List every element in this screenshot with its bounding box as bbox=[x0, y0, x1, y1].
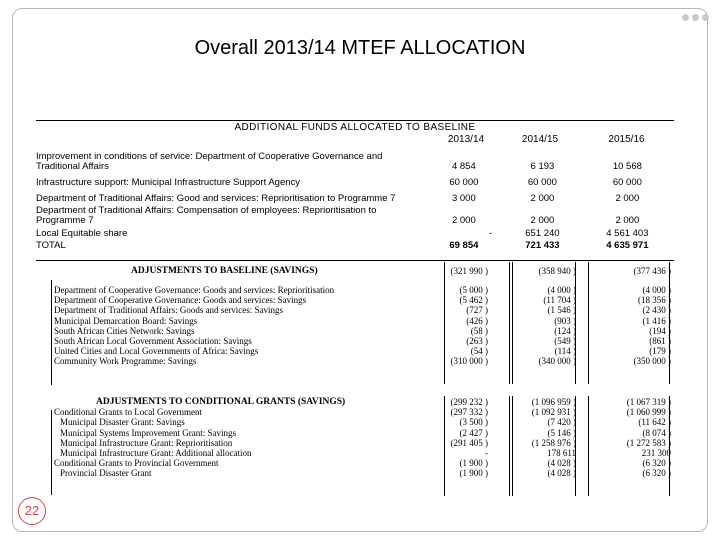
row-label: Municipal Infrastructure Grant: Additional allocation bbox=[60, 447, 252, 458]
cell-value: 2 000 bbox=[530, 215, 555, 226]
cell-value: (7 420 ) bbox=[547, 417, 576, 428]
table-row bbox=[36, 438, 674, 448]
row-label: Department of Cooperative Governance: Goods and services: Savings bbox=[54, 295, 307, 306]
cell-value: (299 232 ) bbox=[450, 397, 488, 407]
table-row bbox=[36, 428, 674, 438]
section-header bbox=[36, 264, 674, 278]
row-label: Community Work Programme: Savings bbox=[54, 356, 197, 367]
cell-value: (4 000 ) bbox=[642, 285, 671, 295]
cell-value: (861 ) bbox=[649, 335, 671, 346]
table-row bbox=[36, 458, 674, 468]
additional-funds-table bbox=[36, 145, 674, 251]
cell-value: (5 146 ) bbox=[547, 427, 576, 438]
row-label: Conditional Grants to Provincial Government bbox=[54, 458, 219, 469]
cell-value: (549 ) bbox=[554, 335, 576, 346]
cell-value: (6 320 ) bbox=[642, 468, 671, 479]
row-label: United Cities and Local Governments of Africa: Savings bbox=[54, 346, 259, 357]
cell-value: (1 900 ) bbox=[459, 468, 488, 479]
cell-value: (2 427 ) bbox=[459, 427, 488, 438]
cell-value: 721 433 bbox=[525, 240, 560, 251]
cell-value: (1 546 ) bbox=[547, 305, 576, 316]
cell-value: 4 635 971 bbox=[606, 240, 649, 251]
cell-value: (114 ) bbox=[554, 346, 576, 357]
row-label: Municipal Disaster Grant: Savings bbox=[60, 417, 185, 428]
table-row bbox=[36, 305, 674, 315]
cell-value: 231 300 bbox=[641, 447, 671, 458]
table-row bbox=[36, 417, 674, 427]
baseline-header: ADJUSTMENTS TO BASELINE (SAVINGS) bbox=[131, 266, 318, 276]
cell-value: 2 000 bbox=[615, 215, 640, 226]
section-rule bbox=[36, 120, 674, 121]
table-row bbox=[36, 172, 674, 188]
table-row bbox=[36, 448, 674, 458]
cell-value: (1 096 959 ) bbox=[531, 397, 576, 407]
cell-value: (1 272 583 ) bbox=[626, 437, 671, 448]
table-row bbox=[36, 336, 674, 346]
total-rule bbox=[36, 260, 674, 261]
cell-value: - bbox=[488, 228, 493, 239]
corner-dot bbox=[682, 14, 689, 21]
conditional-grants-adjustments bbox=[36, 397, 674, 479]
cell-value: (11 704 ) bbox=[543, 295, 576, 306]
row-label: Municipal Systems Improvement Grant: Savings bbox=[60, 427, 236, 438]
cell-value: 60 000 bbox=[527, 177, 557, 188]
table-row bbox=[36, 188, 674, 204]
row-label: Department of Traditional Affairs: Compensation of employees: Reprioritisation to Programme 7 bbox=[36, 205, 377, 226]
cell-value: 60 000 bbox=[449, 177, 479, 188]
row-label: Local Equitable share bbox=[36, 228, 128, 239]
cell-value: (2 430 ) bbox=[642, 305, 671, 316]
cell-value: (8 074 ) bbox=[642, 427, 671, 438]
cell-value: 6 193 bbox=[530, 161, 555, 172]
page-number: 22 bbox=[18, 497, 46, 525]
cell-value: (4 028 ) bbox=[547, 468, 576, 479]
table-row bbox=[36, 295, 674, 305]
cell-value: (426 ) bbox=[466, 315, 488, 326]
row-label: South African Local Government Association: Savings bbox=[54, 335, 252, 346]
cell-value: (1 258 976 ) bbox=[531, 437, 576, 448]
cell-value: (377 436 ) bbox=[633, 266, 671, 276]
cell-value: 60 000 bbox=[612, 177, 642, 188]
cell-value: 178 611 bbox=[547, 447, 576, 458]
cell-value: 69 854 bbox=[449, 240, 479, 251]
year-header: 2013/14 bbox=[447, 134, 485, 145]
cell-value: (1 067 319 ) bbox=[626, 397, 671, 407]
row-label: Department of Traditional Affairs: Good and services: Reprioritisation to Programme 7 bbox=[36, 193, 396, 204]
cell-value: (1 092 931 ) bbox=[531, 407, 576, 418]
row-label: Department of Traditional Affairs: Goods and services: Savings bbox=[54, 305, 284, 316]
cell-value: (18 356 ) bbox=[638, 295, 671, 306]
table-row bbox=[36, 145, 674, 172]
baseline-adjustments bbox=[36, 264, 674, 367]
cell-value: (4 000 ) bbox=[547, 285, 576, 295]
table-row bbox=[36, 316, 674, 326]
cell-value: (5 462 ) bbox=[459, 295, 488, 306]
cell-value: (3 500 ) bbox=[459, 417, 488, 428]
additional-header: ADDITIONAL FUNDS ALLOCATED TO BASELINE bbox=[234, 122, 476, 133]
cell-value: 2 000 bbox=[451, 215, 476, 226]
cell-value: (1 900 ) bbox=[459, 458, 488, 469]
section-header bbox=[36, 397, 674, 407]
cell-value: 10 568 bbox=[612, 161, 642, 172]
row-label: Infrastructure support: Municipal Infrastructure Support Agency bbox=[36, 177, 301, 188]
row-label: Department of Cooperative Governance: Goods and services: Reprioritisation bbox=[54, 285, 335, 295]
table-row bbox=[36, 468, 674, 478]
year-header: 2015/16 bbox=[608, 134, 645, 145]
cell-value: (11 642 ) bbox=[638, 417, 671, 428]
cell-value: (291 405 ) bbox=[450, 437, 488, 448]
cell-value: (58 ) bbox=[470, 325, 488, 336]
cell-value: (4 028 ) bbox=[547, 458, 576, 469]
cell-value: (321 990 ) bbox=[450, 266, 488, 276]
cell-value: (340 000 ) bbox=[538, 356, 576, 367]
table-row bbox=[36, 356, 674, 366]
table-row bbox=[36, 204, 674, 226]
cell-value: (727 ) bbox=[466, 305, 488, 316]
table-row bbox=[36, 407, 674, 417]
cell-value: (1 060 999 ) bbox=[626, 407, 671, 418]
row-label: Municipal Infrastructure Grant: Reprioritisation bbox=[60, 437, 233, 448]
row-label: Conditional Grants to Local Government bbox=[54, 407, 202, 418]
cell-value: 3 000 bbox=[451, 193, 476, 204]
table-row bbox=[36, 326, 674, 336]
table-row bbox=[36, 226, 674, 239]
cell-value: (350 000 ) bbox=[633, 356, 671, 367]
cell-value: (358 940 ) bbox=[538, 266, 576, 276]
cell-value: (194 ) bbox=[649, 325, 671, 336]
cell-value: (310 000 ) bbox=[450, 356, 488, 367]
cell-value: (5 000 ) bbox=[459, 285, 488, 295]
cell-value: 651 240 bbox=[525, 228, 560, 239]
cell-value: (124 ) bbox=[554, 325, 576, 336]
table-row bbox=[36, 285, 674, 295]
row-label: Municipal Demarcation Board: Savings bbox=[54, 315, 198, 326]
cell-value: (1 416 ) bbox=[642, 315, 671, 326]
row-label: Improvement in conditions of service: Department of Cooperative Governance and Traditional Affairs bbox=[36, 151, 383, 172]
grants-header: ADJUSTMENTS TO CONDITIONAL GRANTS (SAVINGS) bbox=[96, 397, 346, 407]
row-label: TOTAL bbox=[36, 240, 66, 251]
corner-dot bbox=[702, 14, 709, 21]
corner-dot bbox=[692, 14, 699, 21]
cell-value: 4 561 403 bbox=[606, 228, 649, 239]
row-label: South African Cities Network: Savings bbox=[54, 325, 195, 336]
cell-value: 2 000 bbox=[530, 193, 555, 204]
cell-value: - bbox=[485, 447, 488, 458]
cell-value: (6 320 ) bbox=[642, 458, 671, 469]
cell-value: 2 000 bbox=[615, 193, 640, 204]
cell-value: (297 332 ) bbox=[450, 407, 488, 418]
slide-title: Overall 2013/14 MTEF ALLOCATION bbox=[194, 37, 526, 59]
cell-value: (179 ) bbox=[649, 346, 671, 357]
table-row-total bbox=[36, 239, 674, 251]
cell-value: (263 ) bbox=[466, 335, 488, 346]
year-header: 2014/15 bbox=[521, 134, 559, 145]
row-label: Provincial Disaster Grant bbox=[60, 468, 152, 479]
table-row bbox=[36, 346, 674, 356]
cell-value: 4 854 bbox=[451, 161, 476, 172]
cell-value: (54 ) bbox=[470, 346, 488, 357]
cell-value: (903 ) bbox=[554, 315, 576, 326]
